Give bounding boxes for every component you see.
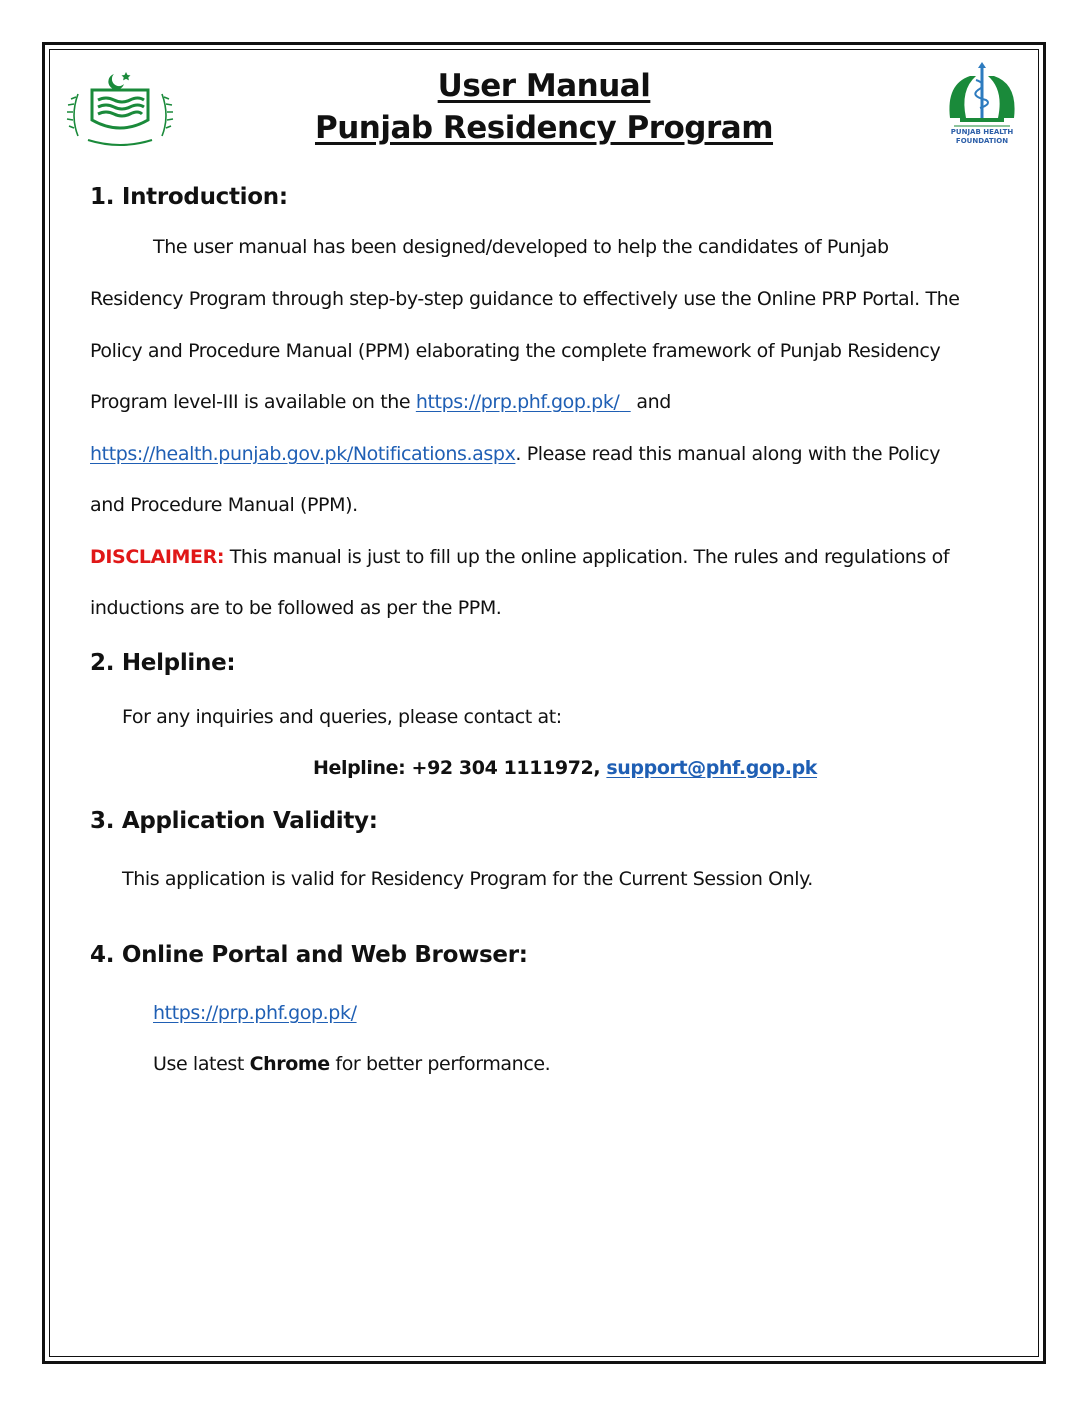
intro-line4-and: and bbox=[630, 391, 671, 413]
intro-paragraph-line5 bbox=[90, 443, 940, 465]
section-heading-introduction: 1. Introduction: bbox=[90, 184, 288, 210]
intro-paragraph-line3: Policy and Procedure Manual (PPM) elaborating the complete framework of Punjab Residency bbox=[90, 340, 941, 362]
disclaimer-line1 bbox=[90, 546, 949, 568]
document-title-line2: Punjab Residency Program bbox=[314, 110, 774, 146]
validity-text: This application is valid for Residency Program for the Current Session Only. bbox=[122, 868, 813, 890]
support-email-link[interactable]: support@phf.gop.pk bbox=[606, 757, 818, 779]
disclaimer-label: DISCLAIMER: bbox=[90, 546, 225, 568]
browser-name: Chrome bbox=[249, 1053, 330, 1075]
logo-caption-line1: PUNJAB HEALTH bbox=[950, 128, 1014, 136]
portal-link[interactable]: https://prp.phf.gop.pk/ bbox=[153, 1002, 357, 1024]
browser-text-pre: Use latest bbox=[153, 1053, 250, 1075]
prp-portal-link[interactable]: https://prp.phf.gop.pk/ bbox=[415, 391, 620, 413]
logo-caption-line2: FOUNDATION bbox=[955, 137, 1009, 145]
helpline-number: Helpline: +92 304 1111972, bbox=[313, 757, 607, 779]
intro-line4-link-gap bbox=[619, 391, 630, 413]
portal-link-line bbox=[153, 1002, 357, 1024]
intro-paragraph-line1: The user manual has been designed/developed to help the candidates of Punjab bbox=[153, 236, 889, 258]
intro-line4-text: Program level-III is available on the bbox=[90, 391, 416, 413]
browser-text-post: for better performance. bbox=[329, 1053, 551, 1075]
intro-paragraph-line2: Residency Program through step-by-step guidance to effectively use the Online PRP Portal. The bbox=[90, 288, 960, 310]
intro-line5-text: . Please read this manual along with the Policy bbox=[515, 443, 941, 465]
document-title-line1: User Manual bbox=[437, 68, 651, 104]
helpline-contact bbox=[313, 757, 817, 779]
section-heading-validity: 3. Application Validity: bbox=[90, 808, 378, 834]
disclaimer-text: This manual is just to fill up the online application. The rules and regulations of bbox=[224, 546, 950, 568]
intro-paragraph-line4 bbox=[90, 391, 671, 413]
section-heading-helpline: 2. Helpline: bbox=[90, 650, 236, 676]
health-notifications-link[interactable]: https://health.punjab.gov.pk/Notifications.aspx bbox=[90, 443, 516, 465]
intro-paragraph-line6: and Procedure Manual (PPM). bbox=[90, 494, 358, 516]
disclaimer-line2: inductions are to be followed as per the PPM. bbox=[90, 597, 502, 619]
helpline-text: For any inquiries and queries, please contact at: bbox=[122, 706, 562, 728]
browser-recommendation bbox=[153, 1053, 550, 1075]
section-heading-portal: 4. Online Portal and Web Browser: bbox=[90, 942, 528, 968]
